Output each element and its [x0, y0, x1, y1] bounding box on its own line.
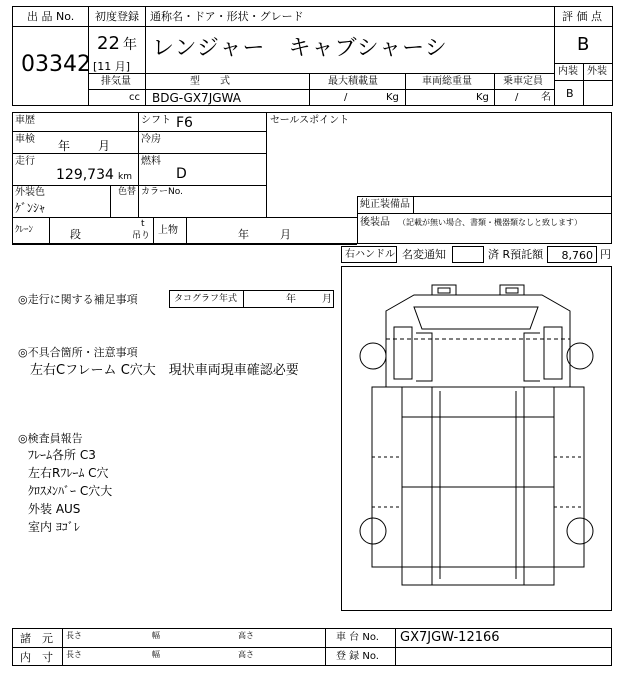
color-change-label: 色替: [118, 187, 137, 197]
crane-ton-unit: t: [141, 219, 145, 229]
rear-left-wheel: [360, 518, 386, 544]
exterior-grade-cell: [583, 80, 613, 106]
history-label: 車歴: [15, 115, 35, 126]
interior-grade-label: 内装: [558, 66, 578, 77]
right-side-panel: [554, 387, 584, 567]
name-change-label: 名変通知: [402, 248, 446, 261]
truck-chassis-diagram: [342, 267, 611, 610]
first-reg-year-unit: 年: [123, 37, 137, 53]
tachograph-label: タコグラフ年式: [174, 294, 238, 304]
inspector-line: 外装 AUS: [28, 502, 81, 516]
chassis-no-label: 車 台 No.: [336, 632, 379, 643]
mileage-unit: km: [118, 172, 132, 182]
shift-value: F6: [176, 115, 193, 131]
first-reg-label-cell: [88, 6, 146, 27]
model-label-cell: [145, 73, 310, 90]
driving-note-label: ◎走行に関する補足事項: [18, 293, 138, 306]
interior-dims-label: 内 寸: [20, 651, 53, 664]
specs-label: 諸 元: [20, 632, 53, 645]
inspector-line: ｸﾛｽﾒﾝﾊﾞｰ C穴大: [28, 484, 113, 498]
max-load-label-cell: [309, 73, 406, 90]
defect-text: 左右Cフレーム C穴大 現状車両現車確認必要: [30, 363, 299, 378]
recycle-amount-box: [547, 246, 597, 263]
gross-weight-cell: [405, 89, 495, 106]
left-side-panel: [372, 387, 402, 567]
capacity-label-cell: [494, 73, 555, 90]
ext-color-value: ｹﾞﾝｼｬ: [15, 201, 46, 215]
lot-number: 03342: [21, 52, 91, 77]
fuel-label: 燃料: [141, 156, 161, 167]
max-load-label: 最大積載量: [328, 76, 378, 87]
displacement-cell: [88, 89, 146, 106]
reg-no-label: 登 録 No.: [336, 651, 379, 662]
interior-height-label: 高さ: [238, 650, 254, 659]
lot-no-label-cell: [12, 6, 89, 27]
inspector-line: ﾌﾚｰﾑ各所 C3: [28, 448, 96, 462]
lot-no-cell: [12, 26, 89, 106]
interior-grade: B: [566, 87, 574, 100]
rear-right-wheel: [567, 518, 593, 544]
left-mirror-inner: [438, 288, 450, 293]
exterior-label-cell: [583, 63, 613, 81]
rhd-text: 右ハンドル: [345, 249, 395, 260]
mileage-value: 129,734: [56, 167, 114, 183]
specs-length-label: 長さ: [66, 631, 82, 640]
grade-cell: [554, 26, 613, 64]
shift-label: シフト: [141, 115, 171, 126]
capacity-unit: 名: [541, 92, 551, 103]
vehicle-diagram-frame: [341, 266, 612, 611]
right-mirror-inner: [506, 288, 518, 293]
front-right-wheel: [567, 343, 593, 369]
chassis-number: GX7JGW-12166: [400, 630, 500, 645]
first-reg-label: 初度登録: [95, 10, 139, 23]
super-year-unit: 年: [238, 228, 249, 241]
gross-weight-unit: Kg: [476, 92, 489, 103]
inspection-month-unit: 月: [98, 139, 111, 153]
inspector-label: ◎検査員報告: [18, 432, 83, 445]
capacity-slash: /: [515, 92, 519, 103]
capacity-label: 乗車定員: [503, 76, 543, 87]
capacity-cell: [494, 89, 555, 106]
ac-label: 冷房: [141, 134, 161, 145]
vehicle-name: レンジャー キャブシャーシ: [152, 36, 448, 61]
sales-point-label: セールスポイント: [270, 115, 350, 126]
genuine-equip-label: 純正装備品: [360, 199, 410, 210]
rear-bumper: [402, 567, 554, 585]
max-load-cell: [309, 89, 406, 106]
model-cell: [145, 89, 310, 106]
crane-stage-unit: 段: [70, 228, 81, 241]
crane-label: ｸﾚｰﾝ: [15, 225, 34, 235]
left-door: [394, 327, 412, 379]
exterior-grade-label: 外装: [587, 66, 607, 77]
mileage-label: 走行: [15, 156, 35, 167]
lot-no-label: 出 品 No.: [27, 10, 75, 23]
rhd-badge: [341, 246, 397, 263]
displacement-unit: cc: [129, 92, 140, 103]
gross-weight-label: 車両総重量: [422, 76, 472, 87]
aftermarket-note: （記載が無い場合、書類・機器類なしと致します）: [398, 218, 582, 227]
max-load-slash: /: [344, 92, 348, 103]
interior-width-label: 幅: [152, 650, 160, 659]
interior-grade-cell: [554, 80, 584, 106]
inspector-line: 左右Rﾌﾚｰﾑ C穴: [28, 466, 109, 480]
max-load-unit: Kg: [386, 92, 399, 103]
superstructure-label: 上物: [158, 225, 178, 236]
windshield: [414, 307, 538, 329]
first-reg-month: [11 月]: [93, 60, 131, 73]
name-change-box: [452, 246, 484, 263]
inspector-report: [28, 449, 268, 539]
displacement-label: 排気量: [101, 76, 131, 87]
aftermarket-label: 後装品: [360, 217, 390, 228]
tachograph-month-unit: 月: [322, 294, 332, 305]
front-left-wheel: [360, 343, 386, 369]
tachograph-box: [169, 290, 334, 308]
vehicle-name-cell: [145, 26, 555, 74]
vehicle-name-label: 通称名・ドア・形状・グレード: [150, 10, 304, 23]
specs-height-label: 高さ: [238, 631, 254, 640]
interior-length-label: 長さ: [66, 650, 82, 659]
crane-hoist-unit: 吊り: [132, 231, 151, 241]
right-door: [544, 327, 562, 379]
grade-label: 評 価 点: [562, 10, 602, 23]
model-code: BDG-GX7JGWA: [152, 91, 241, 105]
gross-weight-label-cell: [405, 73, 495, 90]
defect-label: ◎不具合箇所・注意事項: [18, 346, 138, 359]
model-label: 型 式: [190, 76, 230, 87]
first-reg-year: 22: [97, 33, 120, 54]
displacement-label-cell: [88, 73, 146, 90]
fuel-value: D: [176, 166, 187, 182]
grade-label-cell: [554, 6, 613, 27]
inspector-line: 室内 ﾖｺﾞﾚ: [28, 520, 80, 534]
yen-unit: 円: [600, 248, 611, 261]
first-reg-cell: [88, 26, 146, 74]
right-door-panel: [524, 333, 540, 381]
inspection-year-unit: 年: [58, 139, 71, 153]
super-month-unit: 月: [280, 228, 291, 241]
cab-outline: [386, 295, 570, 387]
left-door-panel: [416, 333, 432, 381]
recycle-amount: 8,760: [561, 249, 593, 262]
color-no-label: カラーNo.: [141, 187, 183, 197]
inspection-label: 車検: [15, 134, 35, 145]
vehicle-name-label-cell: [145, 6, 555, 27]
recycle-label: 済 R預託額: [488, 248, 544, 261]
interior-label-cell: [554, 63, 584, 81]
specs-width-label: 幅: [152, 631, 160, 640]
tachograph-year-unit: 年: [286, 294, 296, 305]
ext-color-label: 外装色: [15, 187, 45, 198]
overall-grade: B: [577, 34, 590, 55]
